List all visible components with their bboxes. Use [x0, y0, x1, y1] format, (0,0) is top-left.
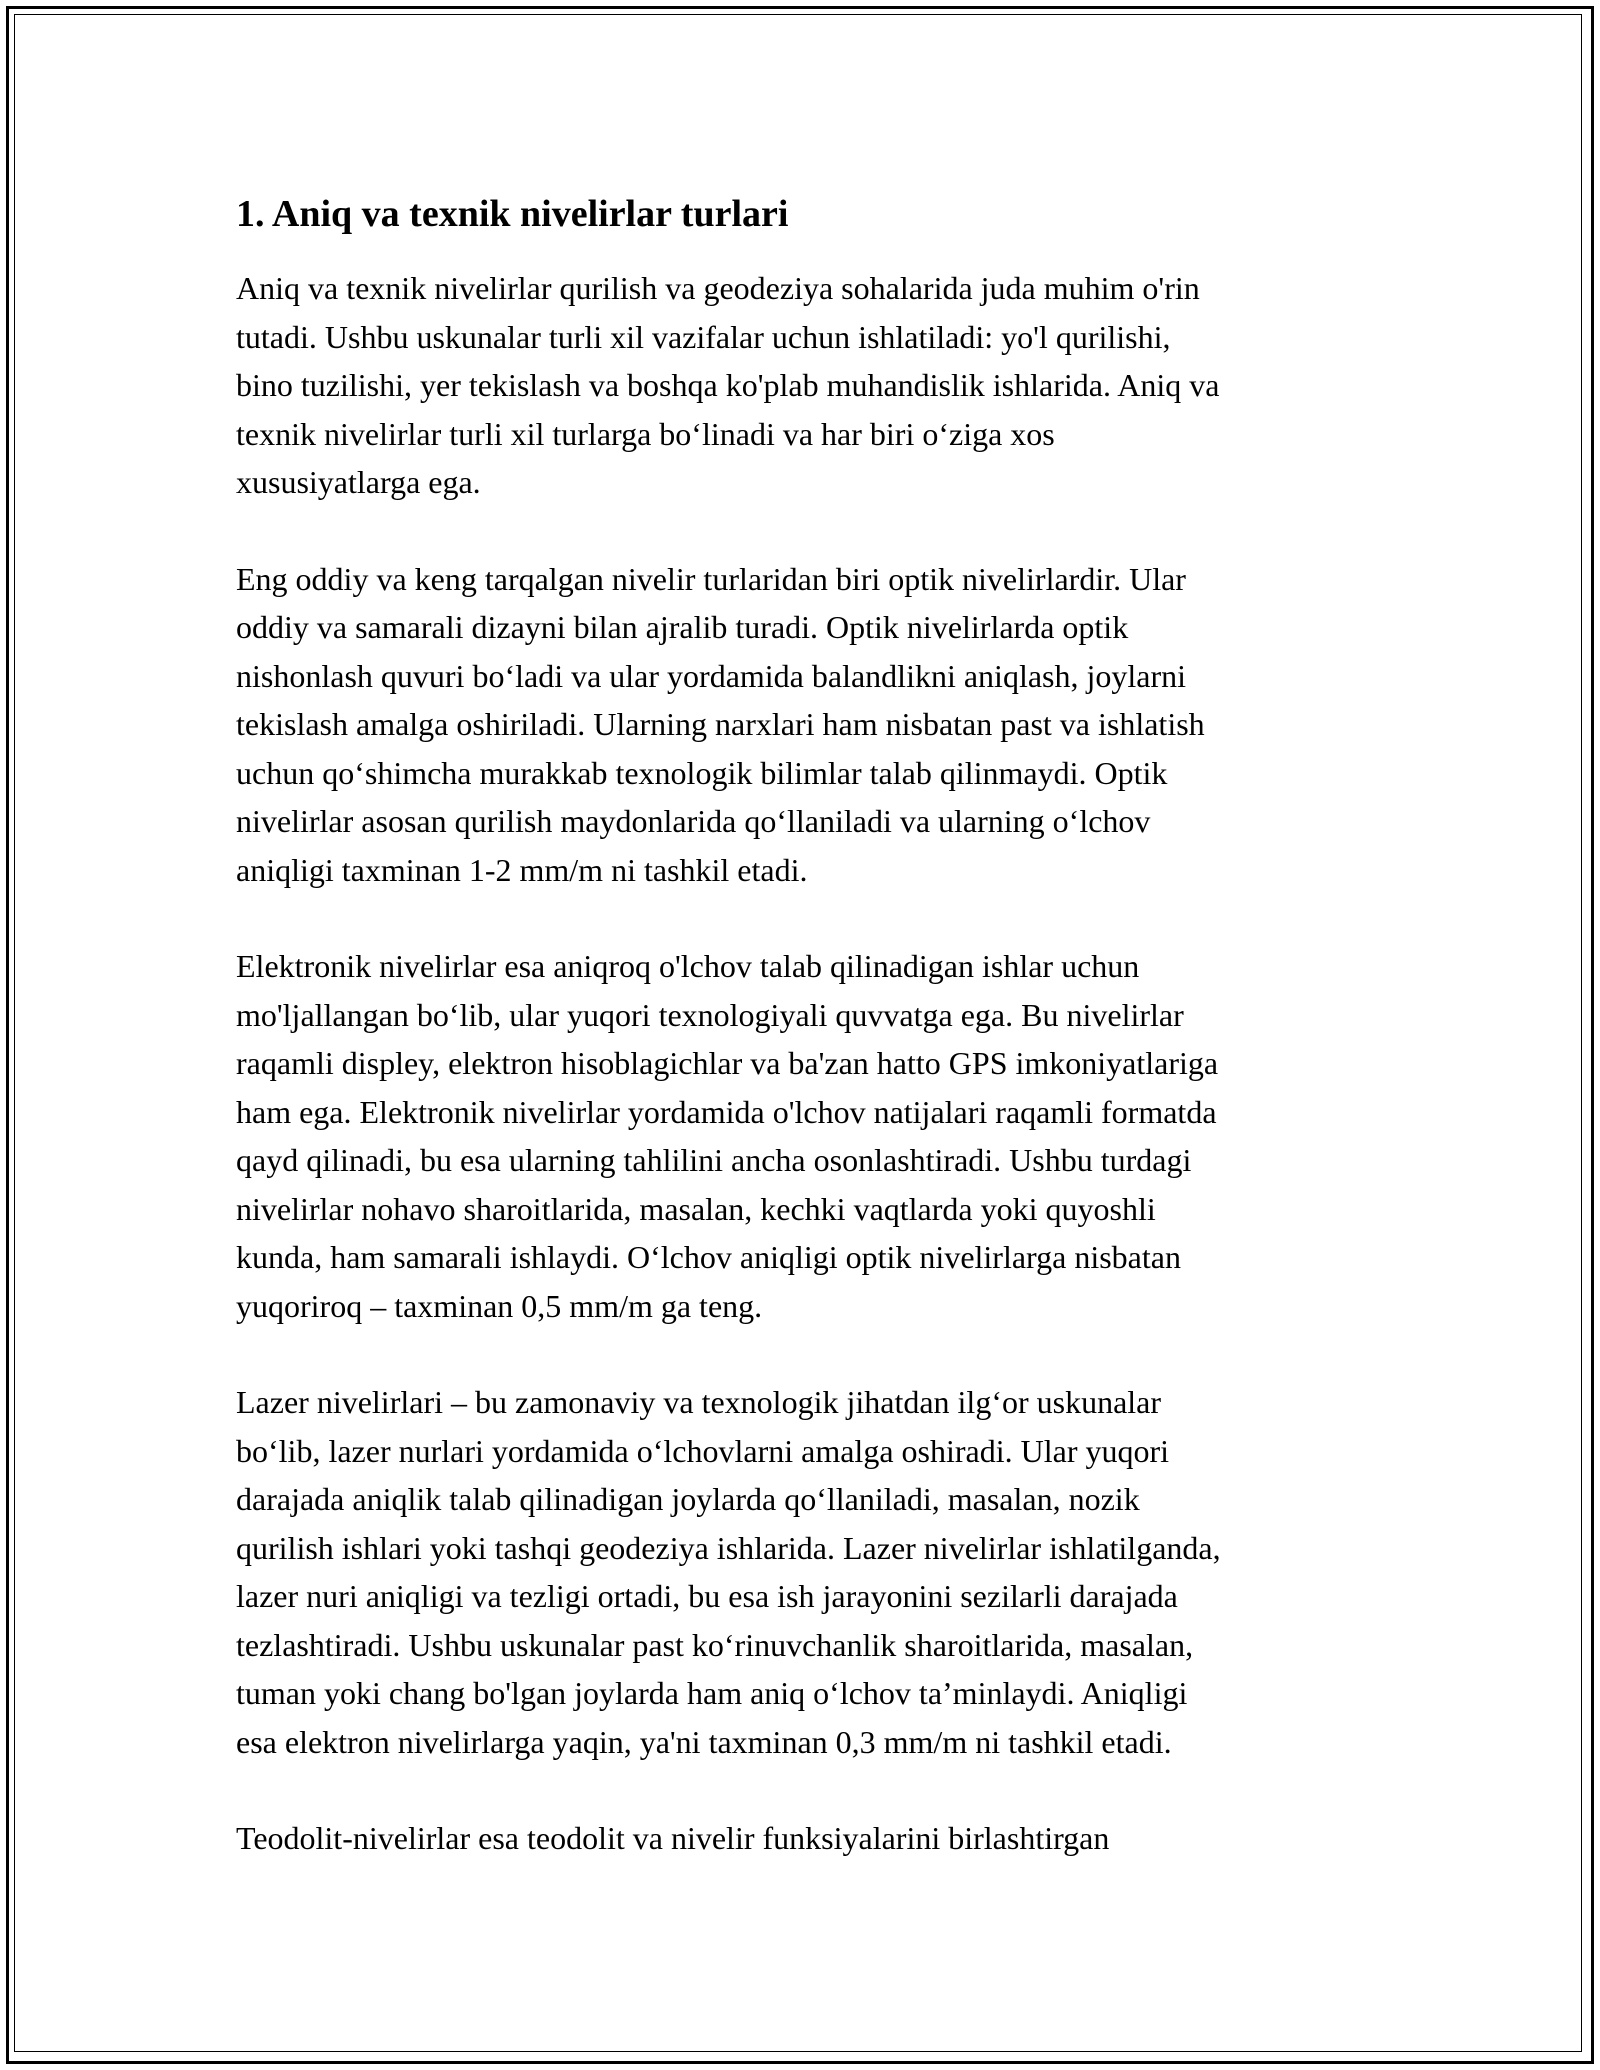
paragraph-electronic-levels	[236, 942, 1378, 1330]
text-line: texnik nivelirlar turli xil turlarga bo‘linadi va har biri o‘ziga xos	[236, 415, 1055, 452]
text-line: tutadi. Ushbu uskunalar turli xil vazifalar uchun ishlatiladi: yo'l qurilishi,	[236, 318, 1171, 355]
paragraph-intro	[236, 264, 1378, 507]
text-line: tekislash amalga oshiriladi. Ularning narxlari ham nisbatan past va ishlatish	[236, 706, 1205, 742]
paragraph-laser-levels	[236, 1378, 1378, 1766]
text-line: Aniq va texnik nivelirlar qurilish va geodeziya sohalarida juda muhim o'rin	[236, 270, 1200, 306]
text-line: darajada aniqlik talab qilinadigan joylarda qo‘llaniladi, masalan, nozik	[236, 1481, 1140, 1517]
text-line: aniqligi taxminan 1-2 mm/m ni tashkil etadi.	[236, 851, 808, 888]
text-line: tuman yoki chang bo'lgan joylarda ham aniq o‘lchov ta’minlaydi. Aniqligi	[236, 1675, 1188, 1711]
text-line: uchun qo‘shimcha murakkab texnologik bilimlar talab qilinmaydi. Optik	[236, 754, 1168, 791]
text-line: qurilish ishlari yoki tashqi geodeziya ishlarida. Lazer nivelirlar ishlatilganda,	[236, 1529, 1221, 1566]
paragraph-optical-levels	[236, 555, 1378, 895]
text-line: nivelirlar nohavo sharoitlarida, masalan, kechki vaqtlarda yoki quyoshli	[236, 1190, 1156, 1227]
text-line: Teodolit-nivelirlar esa teodolit va nivelir funksiyalarini birlashtirgan	[236, 1820, 1110, 1856]
text-line: Elektronik nivelirlar esa aniqroq o'lchov talab qilinadigan ishlar uchun	[236, 948, 1140, 984]
text-line: nishonlash quvuri bo‘ladi va ular yordamida balandlikni aniqlash, joylarni	[236, 657, 1187, 694]
paragraph-theodolite-levels	[236, 1814, 1378, 1863]
text-line: Lazer nivelirlari – bu zamonaviy va texnologik jihatdan ilg‘or uskunalar	[236, 1384, 1162, 1420]
text-line: tezlashtiradi. Ushbu uskunalar past ko‘rinuvchanlik sharoitlarida, masalan,	[236, 1626, 1194, 1663]
text-line: mo'ljallangan bo‘lib, ular yuqori texnologiyali quvvatga ega. Bu nivelirlar	[236, 996, 1184, 1033]
text-line: kunda, ham samarali ishlaydi. O‘lchov aniqligi optik nivelirlarga nisbatan	[236, 1239, 1181, 1275]
text-line: Eng oddiy va keng tarqalgan nivelir turlaridan biri optik nivelirlardir. Ular	[236, 560, 1186, 597]
text-line: xususiyatlarga ega.	[236, 464, 481, 500]
text-line: raqamli displey, elektron hisoblagichlar va ba'zan hatto GPS imkoniyatlariga	[236, 1045, 1219, 1081]
text-line: nivelirlar asosan qurilish maydonlarida qo‘llaniladi va ularning o‘lchov	[236, 803, 1151, 839]
text-line: qayd qilinadi, bu esa ularning tahlilini ancha osonlashtiradi. Ushbu turdagi	[236, 1142, 1192, 1178]
text-line: lazer nuri aniqligi va tezligi ortadi, bu esa ish jarayonini sezilarli darajada	[236, 1578, 1178, 1614]
text-line: bo‘lib, lazer nurlari yordamida o‘lchovlarni amalga oshiradi. Ular yuqori	[236, 1432, 1170, 1469]
document-body	[236, 190, 1378, 1911]
text-line: yuqoriroq – taxminan 0,5 mm/m ga teng.	[236, 1287, 763, 1324]
text-line: ham ega. Elektronik nivelirlar yordamida o'lchov natijalari raqamli formatda	[236, 1093, 1217, 1130]
section-heading: 1. Aniq va texnik nivelirlar turlari	[236, 193, 789, 235]
text-line: esa elektron nivelirlarga yaqin, ya'ni taxminan 0,3 mm/m ni tashkil etadi.	[236, 1723, 1172, 1760]
text-line: bino tuzilishi, yer tekislash va boshqa ko'plab muhandislik ishlarida. Aniq va	[236, 367, 1220, 403]
text-line: oddiy va samarali dizayni bilan ajralib turadi. Optik nivelirlarda optik	[236, 609, 1129, 645]
